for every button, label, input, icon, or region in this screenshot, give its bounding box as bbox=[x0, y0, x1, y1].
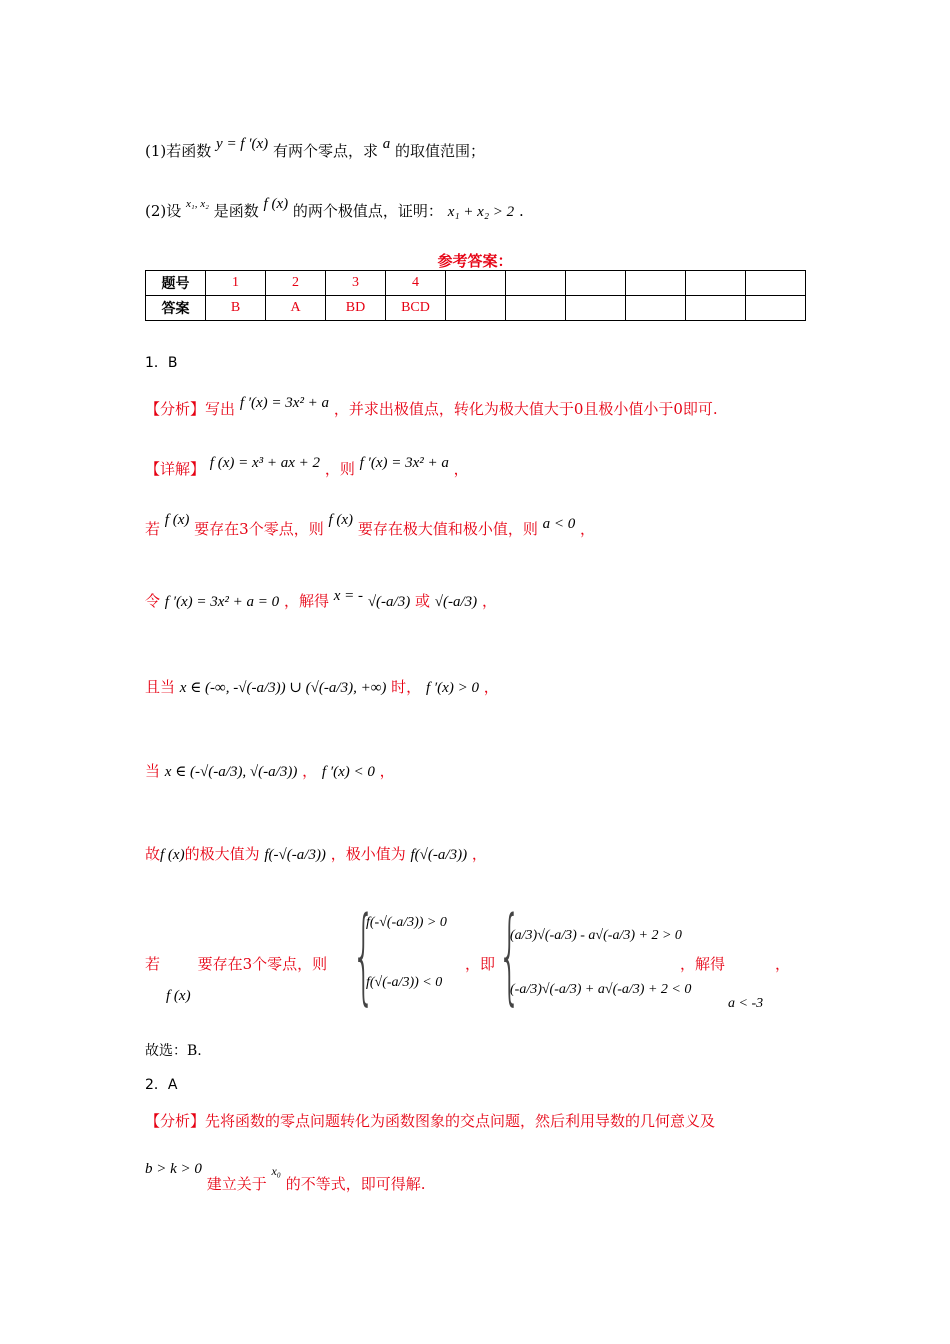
line5-end: ， bbox=[483, 678, 499, 696]
table-cell bbox=[626, 271, 686, 296]
part1-suffix: 的取值范围； bbox=[395, 142, 486, 160]
analysis-formula: f ′(x) = 3x² + a bbox=[239, 395, 330, 411]
solution1-line7 bbox=[145, 843, 487, 864]
solution2-heading: 2．A bbox=[145, 1077, 178, 1093]
answer-table bbox=[145, 270, 806, 321]
solution1-line3 bbox=[145, 512, 596, 539]
line7-f: f (x) bbox=[160, 847, 185, 863]
detail-formula1: f (x) = x³ + ax + 2 bbox=[209, 455, 321, 471]
sqrt-neg-a-over-3: √(-a/3) bbox=[434, 594, 478, 610]
table-label-answer: 答案 bbox=[146, 296, 206, 321]
analysis2-tag: 【分析】 bbox=[145, 1112, 206, 1130]
part1-formula: y = f ′(x) bbox=[216, 136, 269, 152]
detail-formula2: f ′(x) = 3x² + a bbox=[359, 455, 449, 471]
line4-a: 令 bbox=[145, 592, 161, 610]
line6-b: ， bbox=[302, 762, 318, 780]
solution1-heading: 1．B bbox=[145, 355, 178, 371]
line8-a: 若 bbox=[145, 955, 161, 973]
table-cell bbox=[746, 271, 806, 296]
part2-ineq: x₁ + x₂ > 2 bbox=[447, 204, 515, 220]
solution1-line8a bbox=[145, 953, 327, 974]
table-cell: B bbox=[206, 296, 266, 321]
table-row-answers bbox=[146, 296, 806, 321]
table-row-numbers bbox=[146, 271, 806, 296]
table-cell bbox=[686, 296, 746, 321]
table-cell: BCD bbox=[386, 296, 446, 321]
table-cell bbox=[446, 296, 506, 321]
solution1-analysis bbox=[145, 395, 718, 419]
table-cell bbox=[566, 296, 626, 321]
problem-part2 bbox=[145, 196, 524, 221]
table-cell bbox=[506, 296, 566, 321]
table-cell bbox=[746, 296, 806, 321]
table-cell bbox=[566, 271, 626, 296]
line8-b: 要存在3个零点，则 bbox=[197, 955, 328, 973]
part2-text: 是函数 bbox=[213, 202, 259, 220]
line4-eq: f ′(x) = 3x² + a = 0 bbox=[164, 594, 280, 610]
table-cell: A bbox=[266, 296, 326, 321]
line3-c: 要存在极大值和极小值，则 bbox=[357, 520, 538, 538]
part2-text2: 的两个极值点，证明： bbox=[292, 202, 443, 220]
analysis2-text: 先将函数的零点问题转化为函数图象的交点问题，然后利用导数的几何意义及 bbox=[205, 1112, 716, 1130]
solution2-text2: 建立关于 bbox=[206, 1175, 267, 1193]
analysis-text2: ，并求出极值点，转化为极大值大于0且极小值小于0即可. bbox=[333, 400, 718, 418]
analysis-text1: 写出 bbox=[205, 400, 236, 418]
line5-a: 且当 bbox=[145, 678, 176, 696]
line3-cond: a < 0 bbox=[542, 516, 576, 532]
line8-d: ，解得 bbox=[680, 955, 726, 973]
line7-end: ， bbox=[471, 845, 487, 863]
line6-end: ， bbox=[379, 762, 395, 780]
line4-or: 或 bbox=[414, 592, 430, 610]
part1-text: 有两个零点，求 bbox=[272, 142, 378, 160]
detail-text1: ，则 bbox=[324, 460, 355, 478]
table-cell: 3 bbox=[326, 271, 386, 296]
table-cell: 1 bbox=[206, 271, 266, 296]
line3-b: 要存在3个零点，则 bbox=[194, 520, 324, 538]
system1-brace: { bbox=[352, 894, 376, 1016]
solution2-var: x₀ bbox=[271, 1164, 281, 1178]
line6-a: 当 bbox=[145, 762, 161, 780]
line5-b: 时， bbox=[391, 678, 422, 696]
line7-b: 的极大值为 bbox=[184, 845, 260, 863]
solution2-analysis bbox=[145, 1110, 715, 1131]
solution1-detail bbox=[145, 455, 469, 479]
line8-c: ，即 bbox=[465, 955, 496, 973]
solution1-line6 bbox=[145, 760, 395, 781]
line4-end: ， bbox=[481, 592, 497, 610]
system2-row2: (-a/3)√(-a/3) + a√(-a/3) + 2 < 0 bbox=[510, 982, 692, 997]
line7-c: ，极小值为 bbox=[330, 845, 406, 863]
part2-prefix: (2)设 bbox=[145, 202, 182, 220]
system2-brace: { bbox=[498, 894, 522, 1016]
system1-row1: f(-√(-a/3)) > 0 bbox=[366, 915, 447, 930]
table-cell: 4 bbox=[386, 271, 446, 296]
table-cell: 2 bbox=[266, 271, 326, 296]
table-cell bbox=[686, 271, 746, 296]
solution1-line4 bbox=[145, 590, 497, 611]
line7-min: f(√(-a/3)) bbox=[410, 847, 468, 863]
line8-result: a < -3 bbox=[728, 996, 764, 1011]
line5-set: x ∈ (-∞, -√(-a/3)) ∪ (√(-a/3), +∞) bbox=[179, 680, 387, 696]
line7-a: 故 bbox=[145, 845, 161, 863]
part2-func: f (x) bbox=[263, 196, 289, 212]
line3-a: 若 bbox=[145, 520, 161, 538]
solution2-text3: 的不等式，即可得解. bbox=[285, 1175, 426, 1193]
table-cell bbox=[446, 271, 506, 296]
part1-var: a bbox=[382, 136, 391, 152]
line7-max: f(-√(-a/3)) bbox=[264, 847, 326, 863]
line3-f2: f (x) bbox=[328, 512, 354, 528]
solution1-line5 bbox=[145, 676, 499, 697]
part1-prefix: (1)若函数 bbox=[145, 142, 212, 160]
detail-text2: ， bbox=[453, 460, 469, 478]
analysis-tag: 【分析】 bbox=[145, 400, 206, 418]
line8-end: ， bbox=[775, 955, 791, 973]
line6-ineq: f ′(x) < 0 bbox=[321, 764, 375, 780]
table-label-number: 题号 bbox=[146, 271, 206, 296]
line3-d: ， bbox=[580, 520, 596, 538]
system1-row2: f(√(-a/3)) < 0 bbox=[366, 975, 443, 990]
line3-f1: f (x) bbox=[164, 512, 190, 528]
system2-row1: (a/3)√(-a/3) - a√(-a/3) + 2 > 0 bbox=[510, 928, 682, 943]
answer-title: 参考答案： bbox=[437, 252, 513, 270]
line6-set: x ∈ (-√(-a/3), √(-a/3)) bbox=[164, 764, 298, 780]
solution1-final: 故选：B. bbox=[145, 1043, 202, 1059]
line5-ineq: f ′(x) > 0 bbox=[425, 680, 479, 696]
detail-tag: 【详解】 bbox=[145, 460, 206, 478]
sqrt-neg-a-over-3: √(-a/3) bbox=[367, 594, 411, 610]
line4-x: x = - bbox=[333, 588, 364, 604]
table-cell: BD bbox=[326, 296, 386, 321]
table-cell bbox=[506, 271, 566, 296]
part2-vars: x₁, x₂ bbox=[186, 198, 209, 210]
table-cell bbox=[626, 296, 686, 321]
problem-part1 bbox=[145, 136, 486, 161]
solution2-line2 bbox=[145, 1161, 426, 1193]
solution2-cond: b > k > 0 bbox=[145, 1161, 202, 1177]
line8-f: f (x) bbox=[166, 988, 191, 1004]
line4-b: ，解得 bbox=[283, 592, 329, 610]
part2-end: . bbox=[518, 202, 524, 220]
